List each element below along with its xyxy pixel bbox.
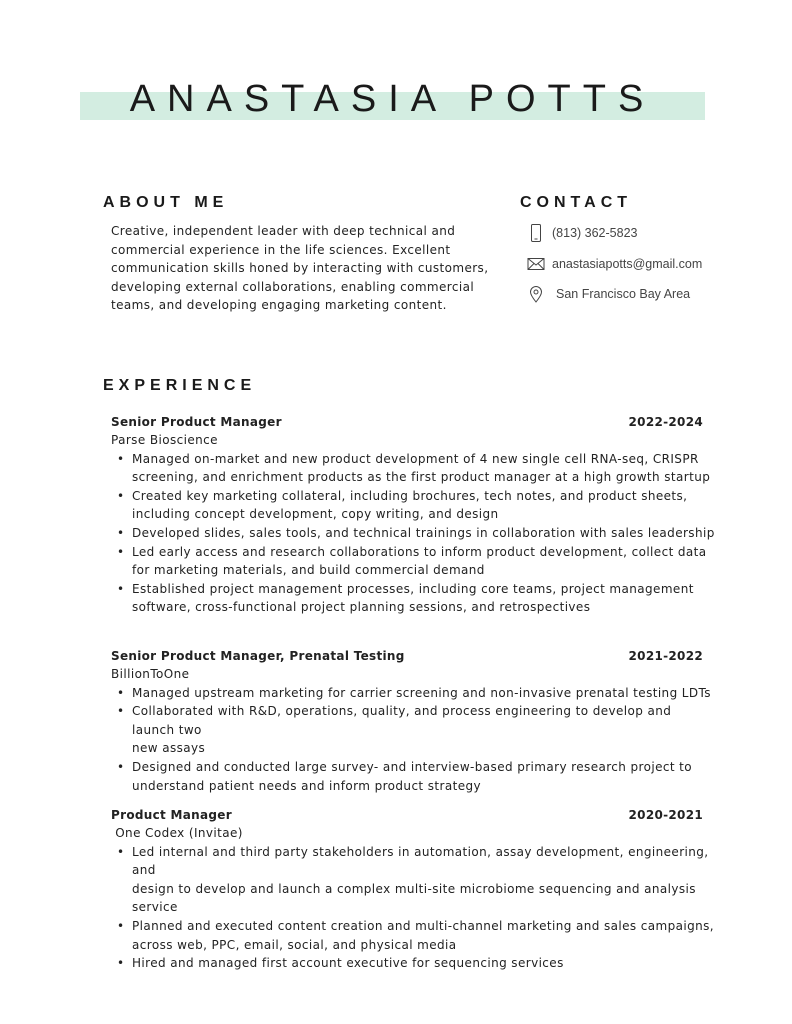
job-bullets [111, 843, 716, 973]
bullet-item: • Created key marketing collateral, including brochures, tech notes, and product sheets, including concept development, copy writing, and design [132, 487, 716, 524]
experience-title: EXPERIENCE [103, 377, 257, 394]
contact-location: San Francisco Bay Area [556, 287, 691, 301]
job-dates: 2021-2022 [628, 649, 703, 663]
bullet-item: • Planned and executed content creation and multi-channel marketing and sales campaigns, across web, PPC, email, social, and physical media [132, 917, 716, 954]
mail-icon [526, 254, 546, 274]
bullet-item: • Managed on-market and new product development of 4 new single cell RNA-seq, CRISPR screening, and enrichment products as the first product manager at a high growth startup [132, 450, 716, 487]
contact-email-row [526, 254, 702, 274]
job-header [111, 413, 703, 431]
job-company: Parse Bioscience [111, 433, 218, 447]
about-line: developing external collaborations, enabling commercial [111, 279, 475, 294]
about-title: ABOUT ME [103, 194, 229, 211]
contact-email[interactable]: anastasiapotts@gmail.com [552, 257, 703, 271]
bullet-item: • Led internal and third party stakeholders in automation, assay development, engineering, and design to develop and launch a complex multi-site microbiome sequencing and analysis service [132, 843, 716, 917]
about-line: teams, and developing engaging marketing content. [111, 298, 447, 313]
about-line: Creative, independent leader with deep technical and [111, 224, 456, 238]
location-pin-icon [526, 284, 546, 304]
bullet-item: • Established project management processes, including core teams, project management software, cross-functional project planning sessions, and retrospectives [132, 580, 716, 617]
job-company: BillionToOne [111, 667, 190, 681]
job-dates: 2020-2021 [628, 808, 703, 822]
bullet-item: • Designed and conducted large survey- and interview-based primary research project to understand patient needs and inform product strategy [132, 758, 716, 795]
job-entry [111, 647, 716, 795]
contact-phone-row [526, 223, 637, 243]
phone-icon [526, 223, 546, 243]
bullet-item: • Hired and managed first account executive for sequencing services [132, 954, 716, 973]
bullet-item: • Led early access and research collaborations to inform product development, collect data for marketing materials, and build commercial demand [132, 543, 716, 580]
contact-phone[interactable]: (813) 362-5823 [552, 226, 638, 240]
job-entry [111, 413, 716, 617]
bullet-item: • Developed slides, sales tools, and technical trainings in collaboration with sales leadership [132, 524, 716, 543]
about-text [111, 222, 491, 315]
job-company: One Codex (Invitae) [111, 826, 243, 840]
job-bullets [111, 684, 716, 796]
job-title: Product Manager [111, 808, 232, 822]
job-dates: 2022-2024 [628, 415, 703, 429]
bullet-item: • Managed upstream marketing for carrier screening and non-invasive prenatal testing LDTs [132, 684, 716, 703]
job-title: Senior Product Manager [111, 415, 282, 429]
job-header [111, 647, 703, 665]
contact-title: CONTACT [520, 194, 633, 211]
resume-name: ANASTASIA POTTS [129, 78, 656, 120]
job-bullets [111, 450, 716, 617]
job-header [111, 806, 703, 824]
job-entry [111, 806, 716, 973]
job-title: Senior Product Manager, Prenatal Testing [111, 649, 405, 663]
about-line: commercial experience in the life sciences. Excellent [111, 242, 451, 257]
contact-location-row [526, 284, 690, 304]
about-line: communication skills honed by interacting with customers, [111, 261, 489, 276]
bullet-item: • Collaborated with R&D, operations, quality, and process engineering to develop and launch two new assays [132, 702, 716, 758]
